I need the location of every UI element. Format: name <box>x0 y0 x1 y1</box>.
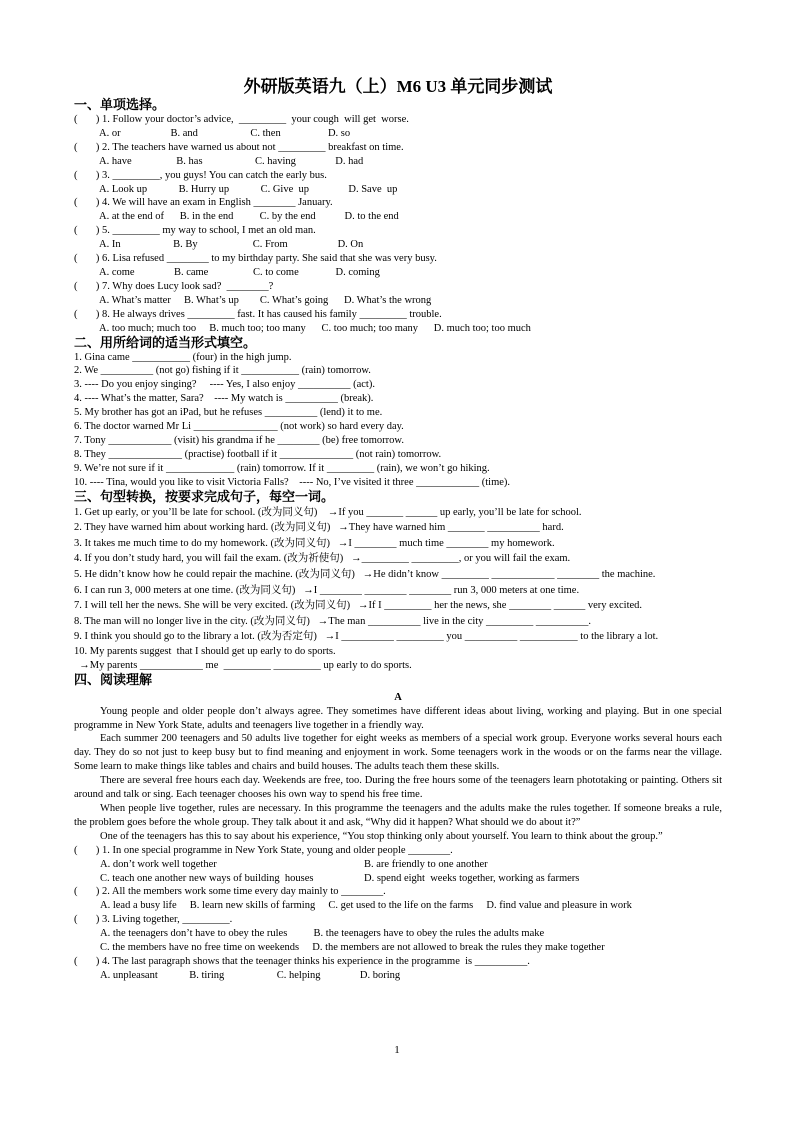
mc-options-1: A. or B. and C. then D. so <box>99 127 351 139</box>
transform-item-1: 1. Get up early, or you’ll be late for school. (改为同义句) →If you _______ ______ up early, you’ll be late for school. <box>74 506 582 518</box>
mc-options-3: A. Look up B. Hurry up C. Give up D. Save up <box>99 183 398 195</box>
section1-heading: 一、单项选择。 <box>74 98 166 113</box>
fill-item-7: 7. Tony ____________ (visit) his grandma if he ________ (be) free tomorrow. <box>74 434 404 446</box>
mc-options-5: A. In B. By C. From D. On <box>99 239 364 251</box>
page-number: 1 <box>394 1044 400 1056</box>
passage-paragraph: When people live together, rules are necessary. In this programme the teenagers and the adults make the rules together. If someone breaks a rule, the problem goes before the whole group. They talk about it and ask, “Why did it happen? What should we do about it?” <box>74 802 722 828</box>
fill-item-3: 3. ---- Do you enjoy singing? ---- Yes, I also enjoy __________ (act). <box>74 379 375 391</box>
reading-options-1 <box>74 858 722 872</box>
reading-options-1b <box>74 872 722 886</box>
fill-item-10: 10. ---- Tina, would you like to visit Victoria Falls? ---- No, I’ve visited it three ____________ (time). <box>74 476 511 488</box>
mc-question-4: ( ) 4. We will have an exam in English ________ January. <box>74 197 333 209</box>
section2-list <box>74 351 722 490</box>
transform-item-7: 7. I will tell her the news. She will be very excited. (改为同义句) →If I _________ her the news, she ________ ______ very excited. <box>74 600 643 612</box>
mc-question-6: ( ) 6. Lisa refused ________ to my birthday party. She said that she was very busy. <box>74 253 437 265</box>
passage-paragraph: One of the teenagers has this to say about his experience, “You stop thinking only about yourself. You learn to think about the group.” <box>100 830 663 842</box>
section1-list <box>74 113 722 336</box>
passage-paragraph: There are several free hours each day. Weekends are free, too. During the free hours some of the teenagers learn phototaking or painting. Others sit around and talk or sing. Each teenager chooses his own way to spend his free time. <box>74 775 722 801</box>
mc-question-2: ( ) 2. The teachers have warned us about not _________ breakfast on time. <box>74 141 404 153</box>
mc-question-8: ( ) 8. He always drives _________ fast. It has caused his family _________ trouble. <box>74 308 442 320</box>
transform-item-4: 4. If you don’t study hard, you will fail the exam. (改为祈使句) →_________ _________, or you will fail the exam. <box>74 553 571 565</box>
mc-question-7: ( ) 7. Why does Lucy look sad? ________? <box>74 280 274 292</box>
section3-list <box>74 505 722 673</box>
mc-options-2: A. have B. has C. having D. had <box>99 155 364 167</box>
fill-item-5: 5. My brother has got an iPad, but he refuses __________ (lend) it to me. <box>74 407 383 419</box>
reading-options-4: A. unpleasant B. tiring C. helping D. boring <box>100 969 401 981</box>
reading-question-3: ( ) 3. Living together, _________. <box>74 914 233 926</box>
reading-question-2: ( ) 2. All the members work some time every day mainly to ________. <box>74 886 386 898</box>
transform-item-5: 5. He didn’t know how he could repair the machine. (改为同义句) →He didn’t know _________ ____________ ________ the machine. <box>74 568 656 580</box>
fill-item-8: 8. They ______________ (practise) football if it ______________ (not rain) tomorrow. <box>74 448 442 460</box>
transform-item-9: 9. I think you should go to the library a lot. (改为否定句) →I __________ _________ you __________ ___________ to the library a lot. <box>74 631 659 643</box>
section3-heading: 三、句型转换，按要求完成句子，每空一词。 <box>74 489 335 505</box>
section4-heading: 四、阅读理解 <box>74 672 153 688</box>
section2-heading: 二、用所给词的适当形式填空。 <box>74 335 257 351</box>
reading-questions <box>74 844 722 983</box>
passage-label: A <box>394 691 402 703</box>
fill-item-4: 4. ---- What’s the matter, Sara? ---- My watch is __________ (break). <box>74 393 374 405</box>
reading-question-1: ( ) 1. In one special programme in New York State, young and older people ________. <box>74 844 453 856</box>
transform-item-6: 6. I can run 3, 000 meters at one time. (改为同义句) →I ________ ________ ________ run 3, 000 meters at one time. <box>74 584 580 596</box>
fill-item-1: 1. Gina came ___________ (four) in the high jump. <box>74 351 292 363</box>
reading-question-4: ( ) 4. The last paragraph shows that the teenager thinks his experience in the programme is __________. <box>74 955 530 967</box>
transform-item-2: 2. They have warned him about working hard. (改为同义句) →They have warned him _______ __________ hard. <box>74 522 564 534</box>
mc-question-1: ( ) 1. Follow your doctor’s advice, _________ your cough will get worse. <box>74 114 409 125</box>
transform-item-10-answer: →My parents ____________ me _________ _________ up early to do sports. <box>74 659 412 671</box>
option-c: C. teach one another new ways of building houses <box>100 872 314 884</box>
transform-item-3: 3. It takes me much time to do my homework. (改为同义句) →I ________ much time ________ my homework. <box>74 537 555 549</box>
fill-item-9: 9. We’re not sure if it _____________ (rain) tomorrow. If it _________ (rain), we won’t go hiking. <box>74 462 490 474</box>
option-b: B. are friendly to one another <box>364 858 488 870</box>
passage-paragraph: Each summer 200 teenagers and 50 adults live together for eight weeks as members of a special work group. Everyone works several hours each day. They do so not just to keep busy but to find meaning and enjoyment in work. Some teenagers work in the woods or on the farms near the village. Some learn to make things like tables and chairs and build houses. The adults teach them these skills. <box>74 733 722 773</box>
page-title: 外研版英语九（上）M6 U3 单元同步测试 <box>243 77 553 96</box>
transform-item-10: 10. My parents suggest that I should get up early to do sports. <box>74 645 336 657</box>
mc-options-6: A. come B. came C. to come D. coming <box>99 266 380 278</box>
fill-item-6: 6. The doctor warned Mr Li ________________ (not work) so hard every day. <box>74 421 404 433</box>
mc-question-3: ( ) 3. _________, you guys! You can catch the early bus. <box>74 169 327 181</box>
mc-options-8: A. too much; much too B. much too; too many C. too much; too many D. much too; too much <box>99 322 531 334</box>
option-d: D. spend eight weeks together, working as farmers <box>364 872 580 884</box>
option-a: A. don’t work well together <box>100 858 217 870</box>
reading-options-3a: A. the teenagers don’t have to obey the rules B. the teenagers have to obey the rules the adults make <box>100 928 545 940</box>
mc-options-4: A. at the end of B. in the end C. by the end D. to the end <box>99 211 399 223</box>
fill-item-2: 2. We __________ (not go) fishing if it ___________ (rain) tomorrow. <box>74 365 371 377</box>
mc-options-7: A. What’s matter B. What’s up C. What’s going D. What’s the wrong <box>99 294 432 306</box>
reading-options-2: A. lead a busy life B. learn new skills of farming C. get used to the life on the farms D. find value and pleasure in work <box>100 900 632 912</box>
test-paper <box>74 76 722 983</box>
mc-question-5: ( ) 5. _________ my way to school, I met an old man. <box>74 225 316 237</box>
reading-options-3b: C. the members have no free time on weekends D. the members are not allowed to break the rules they make together <box>100 942 605 954</box>
transform-item-8: 8. The man will no longer live in the city. (改为同义句) →The man __________ live in the city _________ __________. <box>74 615 592 627</box>
passage-paragraph: Young people and older people don’t always agree. They sometimes have different ideas about living, working and playing. But in one special programme in New York State, adults and teenagers live together in a friendly way. <box>74 705 722 731</box>
